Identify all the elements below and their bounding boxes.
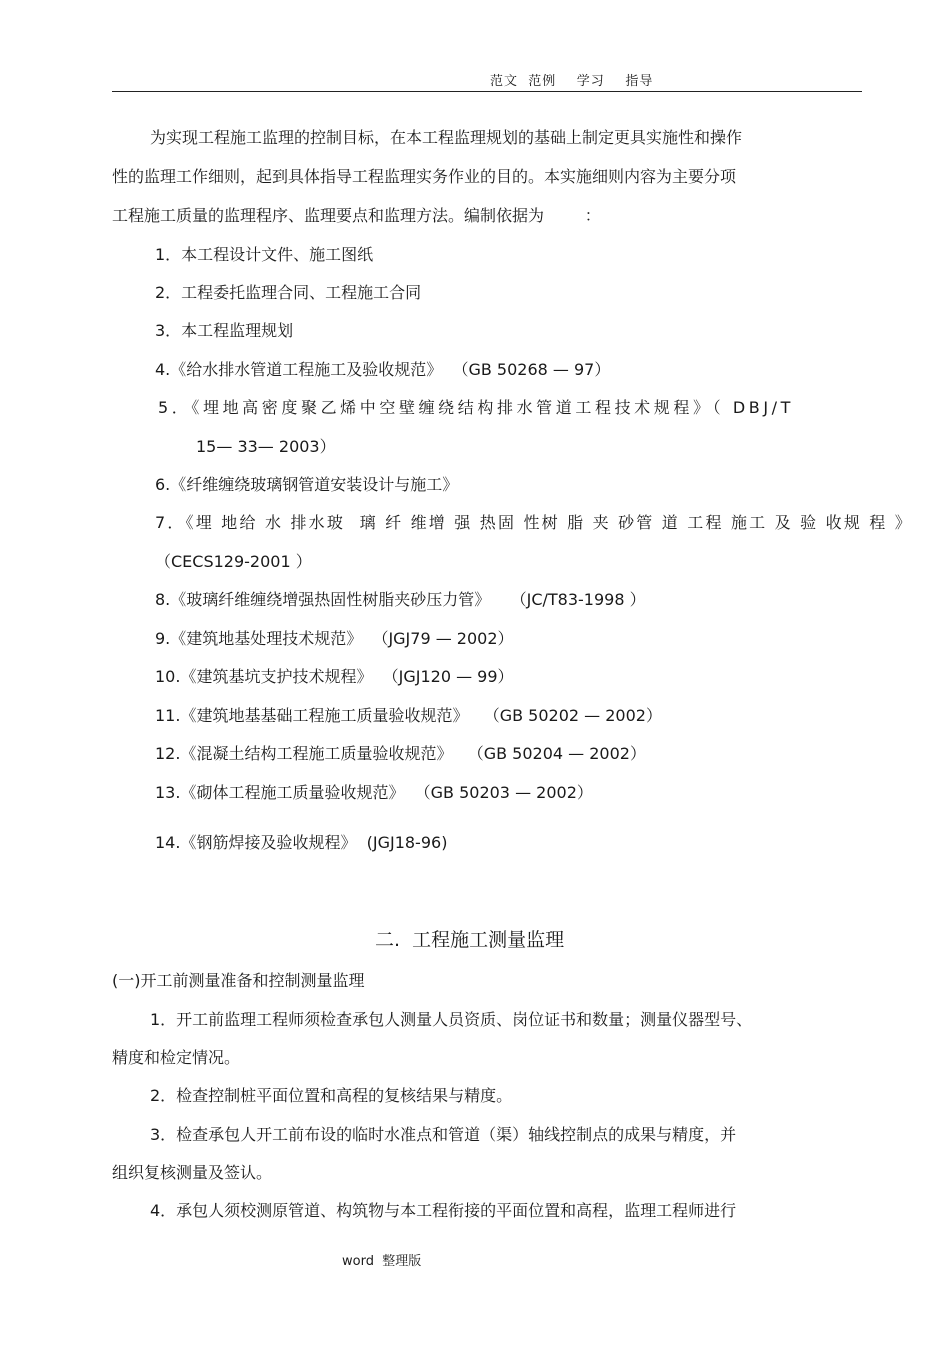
basis-item: 1．本工程设计文件、施工图纸 (155, 245, 374, 264)
basis-item: 3．本工程监理规划 (155, 321, 294, 340)
basis-item: 5．《埋地高密度聚乙烯中空壁缠绕结构排水管道工程技术规程》（ DBJ/T (158, 398, 795, 417)
section-line: 4．承包人须校测原管道、构筑物与本工程衔接的平面位置和高程，监理工程师进行 (150, 1201, 737, 1220)
page-footer: word 整理版 (342, 1254, 422, 1269)
section-line: 3．检查承包人开工前布设的临时水准点和管道（渠）轴线控制点的成果与精度，并 (150, 1125, 737, 1144)
basis-item: 12.《混凝土结构工程施工质量验收规范》 （GB 50204 — 2002） (155, 744, 646, 763)
page-header: 范文 范例 学习 指导 (490, 74, 654, 89)
intro-line: 工程施工质量的监理程序、监理要点和监理方法。编制依据为 ： (112, 206, 601, 225)
basis-item: 11.《建筑地基基础工程施工质量验收规范》 （GB 50202 — 2002） (155, 706, 662, 725)
basis-item: 10.《建筑基坑支护技术规程》 （JGJ120 — 99） (155, 667, 514, 686)
basis-item: 9.《建筑地基处理技术规范》 （JGJ79 — 2002） (155, 629, 514, 648)
basis-item: 7．《埋 地给 水 排水玻 璃 纤 维增 强 热固 性树 脂 夹 砂管 道 工程 施工 及 验 收规 程 》 (155, 513, 913, 532)
basis-item: 2．工程委托监理合同、工程施工合同 (155, 283, 422, 302)
section-line: 2．检查控制桩平面位置和高程的复核结果与精度。 (150, 1086, 513, 1105)
basis-item: 14.《钢筋焊接及验收规程》 (JGJ18-96) (155, 833, 448, 852)
section-subtitle: (一)开工前测量准备和控制测量监理 (112, 971, 365, 990)
basis-item: 8.《玻璃纤维缠绕增强热固性树脂夹砂压力管》 （JC/T83-1998 ） (155, 590, 646, 609)
basis-item-continued: （CECS129-2001 ） (155, 552, 312, 571)
header-rule (112, 91, 862, 92)
section-line: 组织复核测量及签认。 (112, 1163, 273, 1182)
section-title: 二. 工程施工测量监理 (375, 929, 565, 951)
basis-item: 6.《纤维缠绕玻璃钢管道安装设计与施工》 (155, 475, 459, 494)
section-line: 精度和检定情况。 (112, 1048, 241, 1067)
intro-line: 为实现工程施工监理的控制目标，在本工程监理规划的基础上制定更具实施性和操作 (150, 128, 743, 147)
basis-item: 13.《砌体工程施工质量验收规范》 （GB 50203 — 2002） (155, 783, 593, 802)
basis-item-continued: 15— 33— 2003） (196, 437, 336, 456)
section-line: 1．开工前监理工程师须检查承包人测量人员资质、岗位证书和数量；测量仪器型号、 (150, 1010, 753, 1029)
intro-line: 性的监理工作细则，起到具体指导工程监理实务作业的目的。本实施细则内容为主要分项 (112, 167, 737, 186)
basis-item: 4.《给水排水管道工程施工及验收规范》 （GB 50268 — 97） (155, 360, 611, 379)
